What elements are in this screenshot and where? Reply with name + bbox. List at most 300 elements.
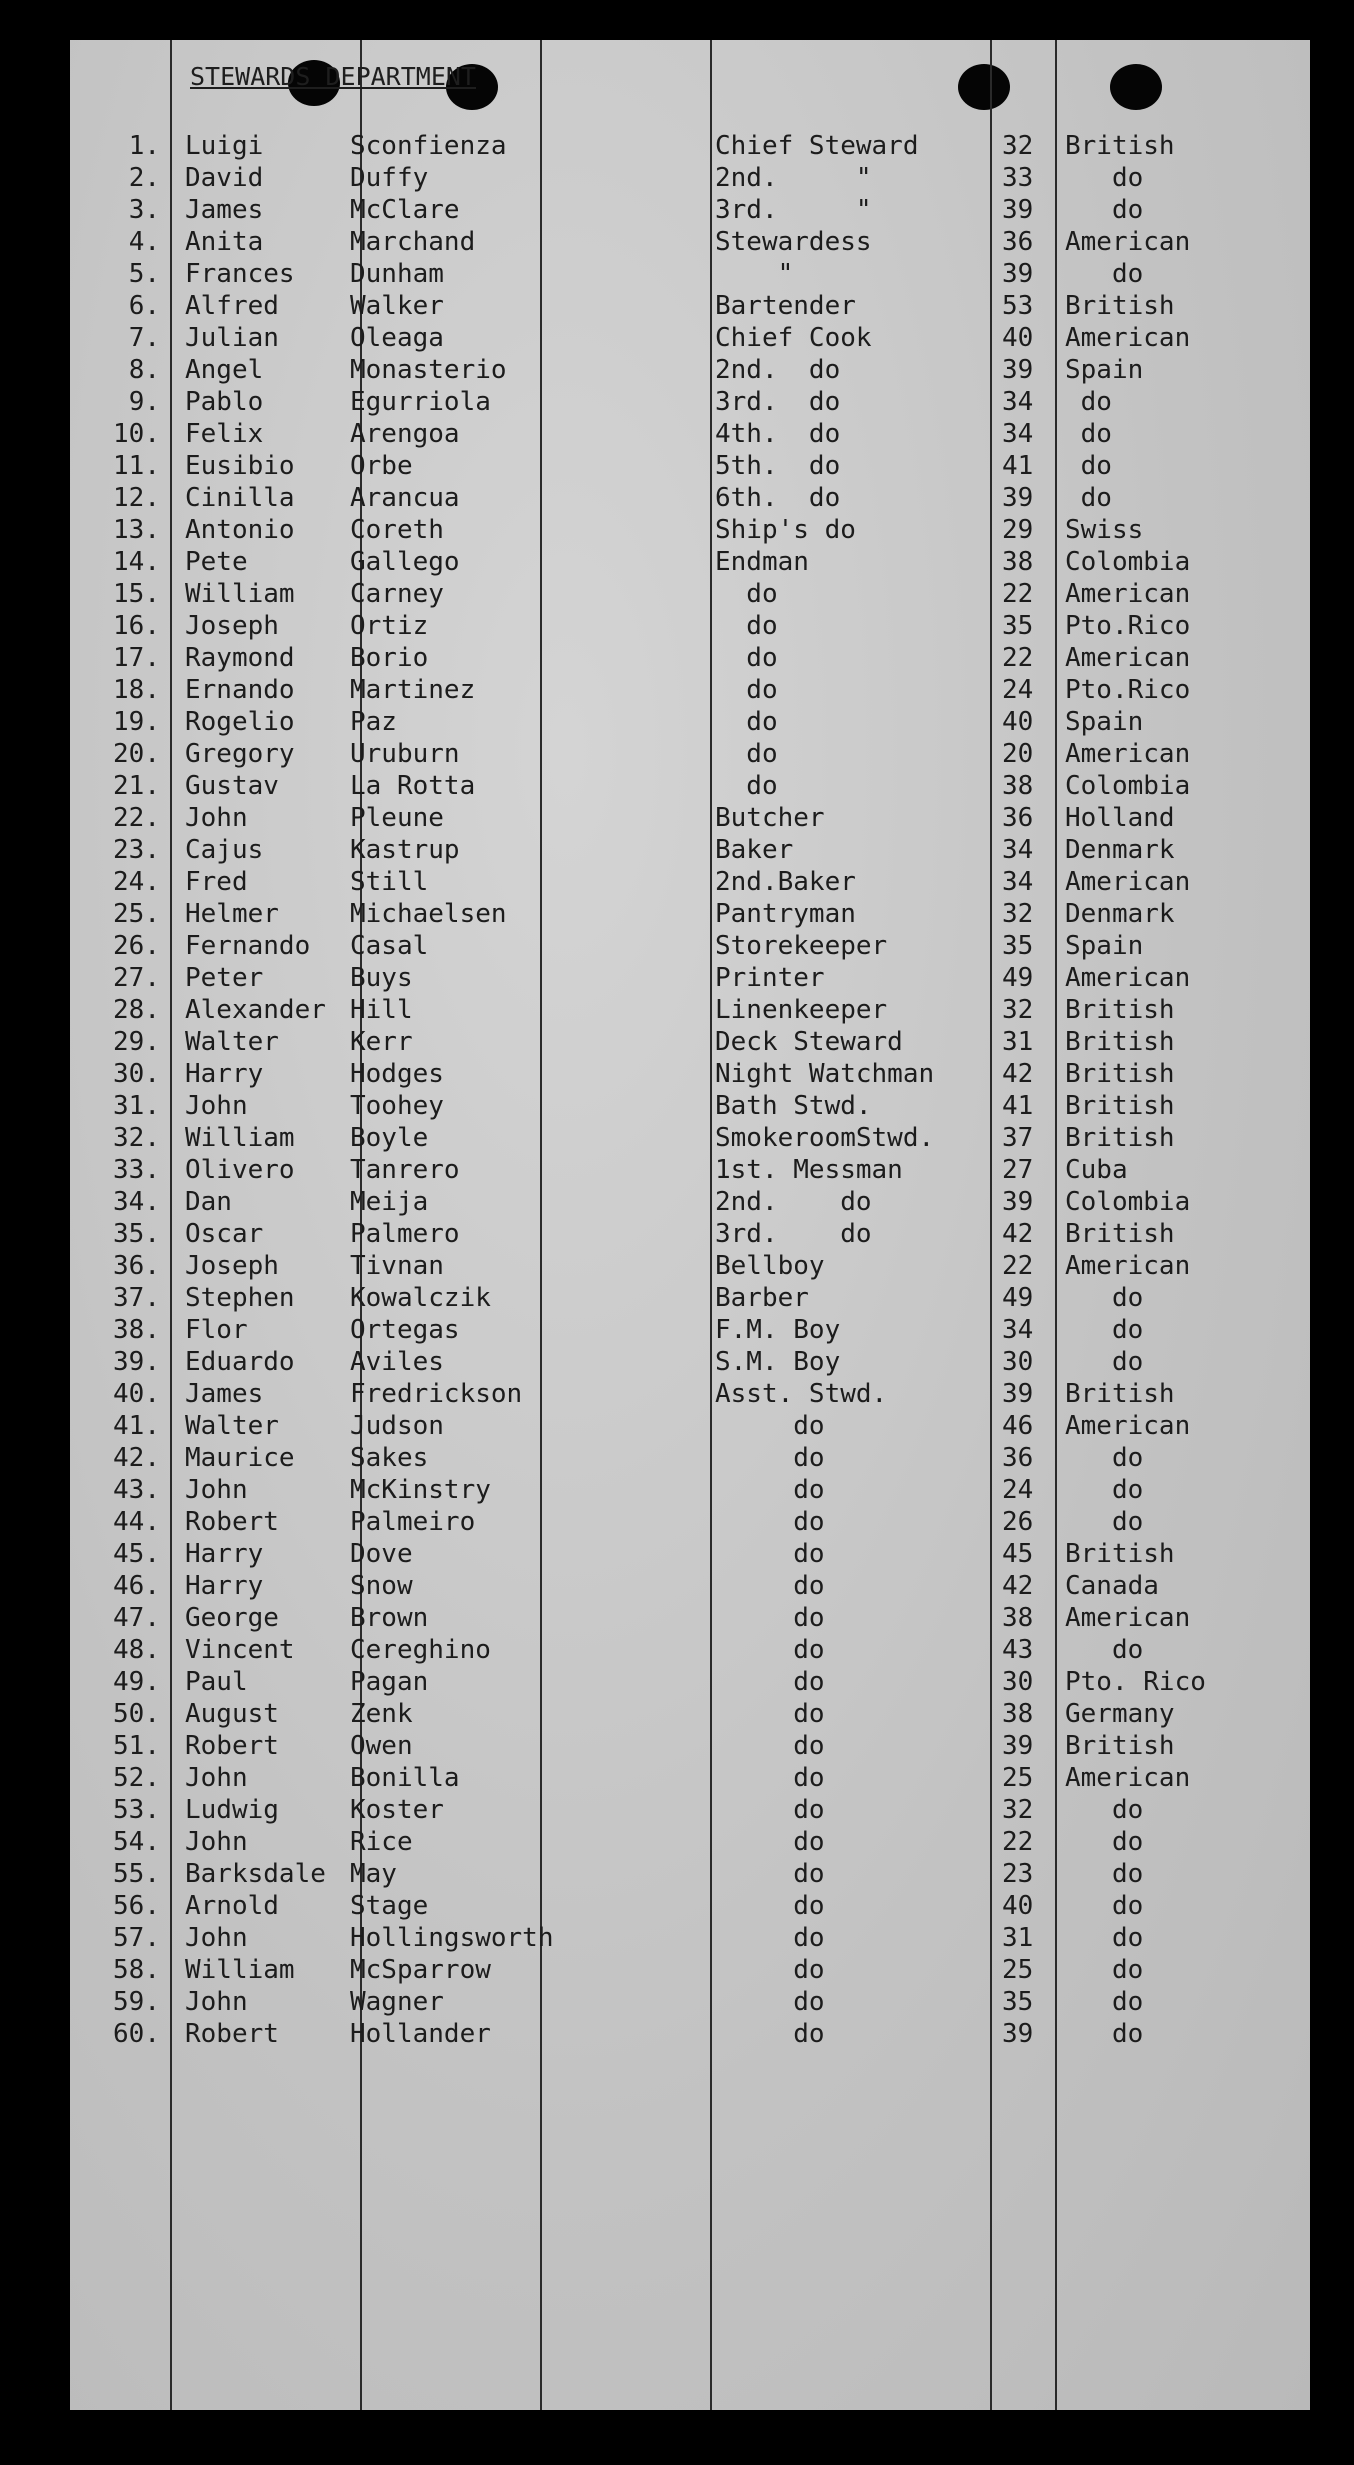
row-number: 34.: [113, 1187, 160, 1217]
crew-row: [70, 1506, 1310, 1538]
age: 39: [1002, 259, 1034, 289]
position: 5th. do: [715, 451, 841, 481]
first-name: Olivero: [185, 1155, 295, 1185]
row-number: 27.: [113, 963, 160, 993]
first-name: Ernando: [185, 675, 295, 705]
position: SmokeroomStwd.: [715, 1123, 935, 1153]
department-heading: STEWARDS DEPARTMENT: [190, 62, 476, 91]
age: 38: [1002, 547, 1034, 577]
crew-row: [70, 1634, 1310, 1666]
last-name: Walker: [350, 291, 444, 321]
position: 4th. do: [715, 419, 841, 449]
row-number: 25.: [113, 899, 160, 929]
row-number: 7.: [128, 323, 160, 353]
crew-row: [70, 1698, 1310, 1730]
row-number: 21.: [113, 771, 160, 801]
first-name: Fernando: [185, 931, 311, 961]
row-number: 37.: [113, 1283, 160, 1313]
crew-row: [70, 322, 1310, 354]
nationality: American: [1065, 963, 1191, 993]
position: do: [715, 1987, 825, 2017]
position: do: [715, 675, 778, 705]
first-name: John: [185, 1475, 248, 1505]
last-name: Boyle: [350, 1123, 429, 1153]
crew-row: [70, 1346, 1310, 1378]
age: 32: [1002, 899, 1034, 929]
age: 37: [1002, 1123, 1034, 1153]
position: do: [715, 1763, 825, 1793]
row-number: 42.: [113, 1443, 160, 1473]
last-name: Martinez: [350, 675, 476, 705]
age: 32: [1002, 995, 1034, 1025]
last-name: Wagner: [350, 1987, 444, 2017]
first-name: John: [185, 803, 248, 833]
position: 2nd. ": [715, 163, 872, 193]
crew-row: [70, 1954, 1310, 1986]
row-number: 52.: [113, 1763, 160, 1793]
crew-row: [70, 1218, 1310, 1250]
nationality: do: [1065, 451, 1112, 481]
crew-row: [70, 834, 1310, 866]
position: do: [715, 771, 778, 801]
first-name: Peter: [185, 963, 264, 993]
row-number: 9.: [128, 387, 160, 417]
crew-row: [70, 930, 1310, 962]
first-name: William: [185, 579, 295, 609]
age: 22: [1002, 1827, 1034, 1857]
position: do: [715, 1411, 825, 1441]
age: 27: [1002, 1155, 1034, 1185]
position: Stewardess: [715, 227, 872, 257]
first-name: Paul: [185, 1667, 248, 1697]
row-number: 4.: [128, 227, 160, 257]
nationality: do: [1065, 1475, 1144, 1505]
crew-row: [70, 1378, 1310, 1410]
nationality: British: [1065, 1539, 1175, 1569]
position: do: [715, 1571, 825, 1601]
nationality: do: [1065, 163, 1144, 193]
crew-row: [70, 1154, 1310, 1186]
age: 38: [1002, 1699, 1034, 1729]
position: S.M. Boy: [715, 1347, 841, 1377]
nationality: American: [1065, 579, 1191, 609]
first-name: Harry: [185, 1059, 264, 1089]
last-name: Meija: [350, 1187, 429, 1217]
last-name: Fredrickson: [350, 1379, 523, 1409]
row-number: 14.: [113, 547, 160, 577]
last-name: Arancua: [350, 483, 460, 513]
first-name: Joseph: [185, 1251, 279, 1281]
last-name: Pleune: [350, 803, 444, 833]
row-number: 15.: [113, 579, 160, 609]
last-name: Coreth: [350, 515, 444, 545]
document-page: [70, 40, 1310, 2410]
crew-row: [70, 1026, 1310, 1058]
position: Bartender: [715, 291, 856, 321]
nationality: British: [1065, 1091, 1175, 1121]
age: 49: [1002, 1283, 1034, 1313]
position: do: [715, 1795, 825, 1825]
last-name: Michaelsen: [350, 899, 507, 929]
row-number: 26.: [113, 931, 160, 961]
position: do: [715, 707, 778, 737]
age: 32: [1002, 131, 1034, 161]
last-name: Aviles: [350, 1347, 444, 1377]
row-number: 11.: [113, 451, 160, 481]
nationality: American: [1065, 1763, 1191, 1793]
nationality: Pto.Rico: [1065, 611, 1191, 641]
crew-row: [70, 1474, 1310, 1506]
nationality: American: [1065, 227, 1191, 257]
position: do: [715, 1955, 825, 1985]
last-name: Ortiz: [350, 611, 429, 641]
position: F.M. Boy: [715, 1315, 841, 1345]
position: do: [715, 1891, 825, 1921]
row-number: 44.: [113, 1507, 160, 1537]
first-name: Robert: [185, 2019, 279, 2049]
first-name: Raymond: [185, 643, 295, 673]
crew-row: [70, 2018, 1310, 2050]
last-name: Gallego: [350, 547, 460, 577]
last-name: Cereghino: [350, 1635, 491, 1665]
nationality: do: [1065, 1923, 1144, 1953]
first-name: Arnold: [185, 1891, 279, 1921]
position: do: [715, 2019, 825, 2049]
nationality: do: [1065, 387, 1112, 417]
nationality: Pto. Rico: [1065, 1667, 1206, 1697]
age: 42: [1002, 1219, 1034, 1249]
row-number: 38.: [113, 1315, 160, 1345]
crew-row: [70, 1570, 1310, 1602]
crew-row: [70, 1858, 1310, 1890]
first-name: Felix: [185, 419, 264, 449]
crew-row: [70, 1314, 1310, 1346]
first-name: Anita: [185, 227, 264, 257]
age: 38: [1002, 771, 1034, 801]
first-name: Pablo: [185, 387, 264, 417]
first-name: Cajus: [185, 835, 264, 865]
age: 39: [1002, 1731, 1034, 1761]
crew-row: [70, 1986, 1310, 2018]
row-number: 12.: [113, 483, 160, 513]
age: 46: [1002, 1411, 1034, 1441]
row-number: 46.: [113, 1571, 160, 1601]
last-name: Carney: [350, 579, 444, 609]
age: 38: [1002, 1603, 1034, 1633]
first-name: John: [185, 1763, 248, 1793]
age: 29: [1002, 515, 1034, 545]
position: Bath Stwd.: [715, 1091, 872, 1121]
position: do: [715, 1539, 825, 1569]
nationality: British: [1065, 1731, 1175, 1761]
position: do: [715, 1443, 825, 1473]
row-number: 49.: [113, 1667, 160, 1697]
age: 35: [1002, 1987, 1034, 2017]
nationality: Holland: [1065, 803, 1175, 833]
crew-row: [70, 1922, 1310, 1954]
nationality: do: [1065, 1795, 1144, 1825]
row-number: 40.: [113, 1379, 160, 1409]
first-name: Ludwig: [185, 1795, 279, 1825]
nationality: Colombia: [1065, 771, 1191, 801]
row-number: 3.: [128, 195, 160, 225]
position: Asst. Stwd.: [715, 1379, 888, 1409]
age: 24: [1002, 1475, 1034, 1505]
age: 45: [1002, 1539, 1034, 1569]
row-number: 19.: [113, 707, 160, 737]
crew-row: [70, 1186, 1310, 1218]
row-number: 32.: [113, 1123, 160, 1153]
nationality: do: [1065, 1347, 1144, 1377]
first-name: John: [185, 1091, 248, 1121]
crew-row: [70, 770, 1310, 802]
row-number: 20.: [113, 739, 160, 769]
age: 42: [1002, 1059, 1034, 1089]
crew-row: [70, 1538, 1310, 1570]
last-name: Buys: [350, 963, 413, 993]
crew-row: [70, 1602, 1310, 1634]
row-number: 43.: [113, 1475, 160, 1505]
position: do: [715, 1635, 825, 1665]
position: Butcher: [715, 803, 825, 833]
nationality: Cuba: [1065, 1155, 1128, 1185]
row-number: 16.: [113, 611, 160, 641]
first-name: Angel: [185, 355, 264, 385]
age: 36: [1002, 227, 1034, 257]
age: 36: [1002, 803, 1034, 833]
last-name: Sakes: [350, 1443, 429, 1473]
position: Endman: [715, 547, 809, 577]
first-name: Julian: [185, 323, 279, 353]
nationality: British: [1065, 1219, 1175, 1249]
position: Ship's do: [715, 515, 856, 545]
position: 2nd. do: [715, 355, 841, 385]
crew-row: [70, 1826, 1310, 1858]
age: 43: [1002, 1635, 1034, 1665]
first-name: Robert: [185, 1507, 279, 1537]
last-name: Palmero: [350, 1219, 460, 1249]
row-number: 18.: [113, 675, 160, 705]
position: do: [715, 1859, 825, 1889]
crew-row: [70, 674, 1310, 706]
last-name: Hodges: [350, 1059, 444, 1089]
crew-row: [70, 546, 1310, 578]
last-name: Borio: [350, 643, 429, 673]
crew-row: [70, 386, 1310, 418]
crew-row: [70, 962, 1310, 994]
age: 34: [1002, 387, 1034, 417]
nationality: do: [1065, 2019, 1144, 2049]
row-number: 57.: [113, 1923, 160, 1953]
last-name: Owen: [350, 1731, 413, 1761]
nationality: do: [1065, 419, 1112, 449]
last-name: Zenk: [350, 1699, 413, 1729]
crew-row: [70, 258, 1310, 290]
nationality: British: [1065, 1059, 1175, 1089]
first-name: Joseph: [185, 611, 279, 641]
row-number: 45.: [113, 1539, 160, 1569]
crew-list: [70, 130, 1310, 2050]
nationality: do: [1065, 1283, 1144, 1313]
nationality: British: [1065, 1027, 1175, 1057]
age: 30: [1002, 1347, 1034, 1377]
first-name: Alexander: [185, 995, 326, 1025]
nationality: do: [1065, 1507, 1144, 1537]
last-name: Kerr: [350, 1027, 413, 1057]
position: do: [715, 1475, 825, 1505]
position: Baker: [715, 835, 794, 865]
first-name: August: [185, 1699, 279, 1729]
age: 34: [1002, 1315, 1034, 1345]
position: do: [715, 1667, 825, 1697]
row-number: 23.: [113, 835, 160, 865]
crew-row: [70, 354, 1310, 386]
last-name: Judson: [350, 1411, 444, 1441]
nationality: American: [1065, 739, 1191, 769]
last-name: Sconfienza: [350, 131, 507, 161]
first-name: John: [185, 1987, 248, 2017]
punch-hole: [1110, 64, 1162, 110]
age: 31: [1002, 1027, 1034, 1057]
age: 40: [1002, 707, 1034, 737]
age: 24: [1002, 675, 1034, 705]
row-number: 33.: [113, 1155, 160, 1185]
nationality: do: [1065, 1987, 1144, 2017]
nationality: British: [1065, 995, 1175, 1025]
row-number: 24.: [113, 867, 160, 897]
nationality: do: [1065, 195, 1144, 225]
crew-row: [70, 450, 1310, 482]
row-number: 8.: [128, 355, 160, 385]
first-name: Eduardo: [185, 1347, 295, 1377]
row-number: 56.: [113, 1891, 160, 1921]
age: 22: [1002, 1251, 1034, 1281]
last-name: Koster: [350, 1795, 444, 1825]
position: do: [715, 643, 778, 673]
crew-row: [70, 1090, 1310, 1122]
position: do: [715, 579, 778, 609]
first-name: Fred: [185, 867, 248, 897]
punch-hole: [958, 64, 1010, 110]
crew-row: [70, 418, 1310, 450]
age: 22: [1002, 643, 1034, 673]
first-name: Maurice: [185, 1443, 295, 1473]
last-name: Tanrero: [350, 1155, 460, 1185]
nationality: American: [1065, 1603, 1191, 1633]
position: Printer: [715, 963, 825, 993]
row-number: 29.: [113, 1027, 160, 1057]
row-number: 28.: [113, 995, 160, 1025]
position: Pantryman: [715, 899, 856, 929]
age: 25: [1002, 1955, 1034, 1985]
first-name: William: [185, 1123, 295, 1153]
nationality: do: [1065, 1827, 1144, 1857]
nationality: Colombia: [1065, 547, 1191, 577]
position: Linenkeeper: [715, 995, 888, 1025]
last-name: Stage: [350, 1891, 429, 1921]
position: 3rd. do: [715, 1219, 872, 1249]
age: 39: [1002, 2019, 1034, 2049]
row-number: 31.: [113, 1091, 160, 1121]
first-name: Cinilla: [185, 483, 295, 513]
crew-row: [70, 1282, 1310, 1314]
row-number: 50.: [113, 1699, 160, 1729]
crew-row: [70, 1410, 1310, 1442]
nationality: do: [1065, 1635, 1144, 1665]
age: 39: [1002, 355, 1034, 385]
crew-row: [70, 1250, 1310, 1282]
nationality: Colombia: [1065, 1187, 1191, 1217]
first-name: Luigi: [185, 131, 264, 161]
crew-row: [70, 482, 1310, 514]
last-name: Dunham: [350, 259, 444, 289]
crew-row: [70, 514, 1310, 546]
row-number: 5.: [128, 259, 160, 289]
first-name: Harry: [185, 1539, 264, 1569]
nationality: British: [1065, 1379, 1175, 1409]
last-name: Hollingsworth: [350, 1923, 554, 1953]
position: 6th. do: [715, 483, 841, 513]
last-name: Orbe: [350, 451, 413, 481]
age: 33: [1002, 163, 1034, 193]
position: Bellboy: [715, 1251, 825, 1281]
last-name: Pagan: [350, 1667, 429, 1697]
nationality: do: [1065, 483, 1112, 513]
first-name: James: [185, 195, 264, 225]
crew-row: [70, 802, 1310, 834]
crew-row: [70, 1666, 1310, 1698]
last-name: Bonilla: [350, 1763, 460, 1793]
first-name: John: [185, 1923, 248, 1953]
first-name: Gustav: [185, 771, 279, 801]
row-number: 30.: [113, 1059, 160, 1089]
first-name: Rogelio: [185, 707, 295, 737]
last-name: Brown: [350, 1603, 429, 1633]
first-name: Frances: [185, 259, 295, 289]
nationality: British: [1065, 131, 1175, 161]
position: 3rd. do: [715, 387, 841, 417]
age: 39: [1002, 483, 1034, 513]
nationality: British: [1065, 291, 1175, 321]
age: 20: [1002, 739, 1034, 769]
crew-row: [70, 578, 1310, 610]
first-name: David: [185, 163, 264, 193]
last-name: Monasterio: [350, 355, 507, 385]
age: 23: [1002, 1859, 1034, 1889]
last-name: Tivnan: [350, 1251, 444, 1281]
crew-row: [70, 1058, 1310, 1090]
row-number: 10.: [113, 419, 160, 449]
age: 35: [1002, 931, 1034, 961]
first-name: Stephen: [185, 1283, 295, 1313]
first-name: Walter: [185, 1027, 279, 1057]
crew-row: [70, 162, 1310, 194]
nationality: do: [1065, 259, 1144, 289]
nationality: Germany: [1065, 1699, 1175, 1729]
first-name: Helmer: [185, 899, 279, 929]
age: 40: [1002, 1891, 1034, 1921]
last-name: Ortegas: [350, 1315, 460, 1345]
age: 25: [1002, 1763, 1034, 1793]
crew-row: [70, 866, 1310, 898]
nationality: American: [1065, 867, 1191, 897]
row-number: 55.: [113, 1859, 160, 1889]
age: 41: [1002, 1091, 1034, 1121]
age: 30: [1002, 1667, 1034, 1697]
first-name: William: [185, 1955, 295, 1985]
crew-row: [70, 898, 1310, 930]
nationality: American: [1065, 1411, 1191, 1441]
